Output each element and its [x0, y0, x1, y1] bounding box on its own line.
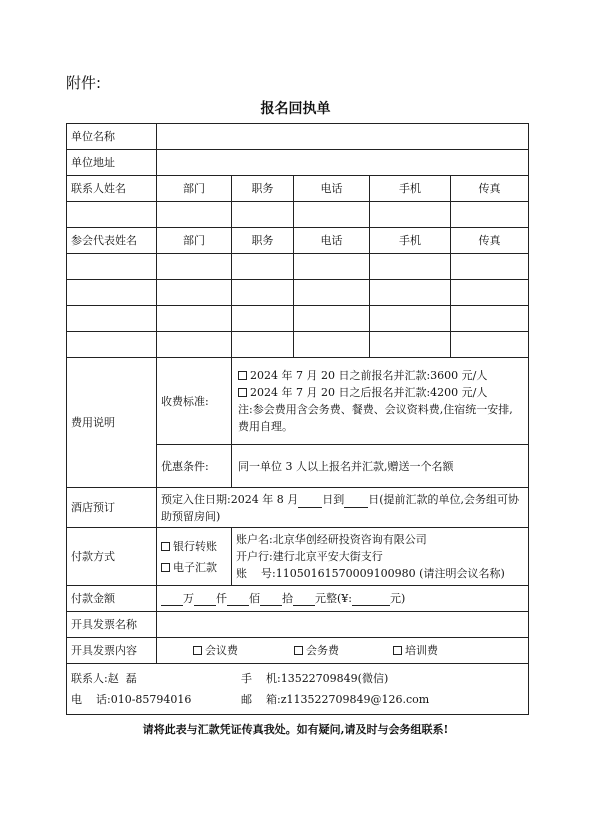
contact-fax-cell[interactable] [451, 202, 529, 228]
late-rate-text: 2024 年 7 月 20 日之后报名并汇款:4200 元/人 [250, 386, 488, 399]
delegate-cell[interactable] [370, 306, 451, 332]
contact-dept-cell[interactable] [157, 202, 232, 228]
delegate-cell[interactable] [157, 254, 232, 280]
delegate-cell[interactable] [294, 254, 370, 280]
meeting-fee-label: 会议费 [205, 644, 238, 657]
contact-position-cell[interactable] [232, 202, 294, 228]
contact-mobile: 手 机:13522709849(微信) [241, 672, 389, 685]
delegate-name-label: 参会代表姓名 [67, 228, 157, 254]
amount-bai-blank[interactable] [227, 592, 249, 606]
contact-name-label: 联系人姓名 [67, 176, 157, 202]
account-name: 账户名:北京华创经研投资咨询有限公司 [236, 533, 427, 546]
delegate-cell[interactable] [67, 332, 157, 358]
discount-label: 优惠条件: [157, 445, 232, 488]
check-out-day-blank[interactable] [344, 494, 368, 508]
early-rate-text: 2024 年 7 月 20 日之前报名并汇款:3600 元/人 [250, 369, 488, 382]
delegate-cell[interactable] [157, 306, 232, 332]
col-fax: 传真 [451, 228, 529, 254]
bank-transfer-label: 银行转账 [173, 539, 217, 553]
delegate-cell[interactable] [370, 332, 451, 358]
hotel-text-3: 日(提前汇款的单位,会务组可协助预留房间) [161, 492, 519, 523]
amount-wan-blank[interactable] [161, 592, 183, 606]
delegate-cell[interactable] [67, 280, 157, 306]
col-mobile: 手机 [370, 228, 451, 254]
hotel-label: 酒店预订 [67, 488, 157, 528]
invoice-content-label: 开具发票内容 [67, 638, 157, 664]
hotel-text-2: 日到 [322, 492, 345, 506]
delegate-cell[interactable] [294, 332, 370, 358]
account-number: 账 号:11050161570009100980 (请注明会议名称) [236, 567, 505, 580]
delegate-cell[interactable] [67, 254, 157, 280]
electronic-transfer-label: 电子汇款 [173, 560, 217, 574]
amount-qian-blank[interactable] [194, 592, 216, 606]
invoice-name-field[interactable] [157, 612, 529, 638]
delegate-cell[interactable] [370, 280, 451, 306]
amount-shi-blank[interactable] [260, 592, 282, 606]
delegate-cell[interactable] [232, 254, 294, 280]
contact-name-cell[interactable] [67, 202, 157, 228]
unit-name-label: 单位名称 [67, 124, 157, 150]
late-rate-checkbox[interactable] [238, 388, 247, 397]
fee-note: 注:参会费用含会务费、餐费、会议资料费,住宿统一安排,费用自理。 [238, 403, 513, 433]
contact-phone-cell[interactable] [294, 202, 370, 228]
delegate-cell[interactable] [294, 280, 370, 306]
delegate-cell[interactable] [232, 332, 294, 358]
invoice-name-label: 开具发票名称 [67, 612, 157, 638]
contact-person: 联系人:赵 磊 [71, 672, 137, 685]
delegate-entry-row [67, 254, 529, 280]
conference-fee-checkbox[interactable] [294, 646, 303, 655]
contact-mobile-cell[interactable] [370, 202, 451, 228]
delegate-cell[interactable] [451, 306, 529, 332]
col-department: 部门 [157, 176, 232, 202]
amount-bai-unit: 佰 [249, 592, 260, 605]
delegate-cell[interactable] [370, 254, 451, 280]
meeting-fee-checkbox[interactable] [193, 646, 202, 655]
electronic-transfer-checkbox[interactable] [161, 563, 170, 572]
col-phone: 电话 [294, 228, 370, 254]
col-position: 职务 [232, 176, 294, 202]
col-position: 职务 [232, 228, 294, 254]
footer-note: 请将此表与汇款凭证传真我处。如有疑问,请及时与会务组联系! [142, 723, 449, 736]
col-mobile: 手机 [370, 176, 451, 202]
contact-entry-row [67, 202, 529, 228]
amount-qian-unit: 仟 [216, 592, 227, 605]
fee-label: 费用说明 [67, 358, 157, 488]
amount-yuan-blank[interactable] [293, 592, 315, 606]
bank-name: 开户行:建行北京平安大街支行 [236, 550, 383, 563]
form-title: 报名回执单 [260, 101, 331, 117]
fee-standard-label: 收费标准: [157, 358, 232, 445]
contact-email: 邮 箱:z113522709849@126.com [241, 693, 430, 706]
bank-transfer-checkbox[interactable] [161, 542, 170, 551]
delegate-cell[interactable] [451, 332, 529, 358]
delegate-cell[interactable] [67, 306, 157, 332]
unit-address-field[interactable] [157, 150, 529, 176]
unit-address-label: 单位地址 [67, 150, 157, 176]
check-in-day-blank[interactable] [298, 494, 322, 508]
delegate-cell[interactable] [232, 280, 294, 306]
registration-form [66, 123, 529, 715]
amount-wan-unit: 万 [183, 592, 194, 605]
delegate-entry-row [67, 332, 529, 358]
discount-text: 同一单位 3 人以上报名并汇款,赠送一个名额 [232, 445, 529, 488]
delegate-cell[interactable] [157, 280, 232, 306]
col-phone: 电话 [294, 176, 370, 202]
training-fee-label: 培训费 [405, 644, 438, 657]
hotel-text-1: 预定入住日期:2024 年 8 月 [161, 492, 299, 506]
unit-name-field[interactable] [157, 124, 529, 150]
training-fee-checkbox[interactable] [393, 646, 402, 655]
delegate-cell[interactable] [294, 306, 370, 332]
attachment-label: 附件: [66, 74, 102, 92]
contact-phone: 电 话:010-85794016 [71, 693, 192, 706]
amount-shi-unit: 拾 [282, 592, 293, 605]
amount-yuan-unit: 元整(¥: [315, 592, 352, 605]
delegate-cell[interactable] [451, 254, 529, 280]
delegate-cell[interactable] [451, 280, 529, 306]
col-fax: 传真 [451, 176, 529, 202]
delegate-cell[interactable] [157, 332, 232, 358]
delegate-entry-row [67, 306, 529, 332]
conference-fee-label: 会务费 [306, 644, 339, 657]
amount-figure-blank[interactable] [352, 592, 390, 606]
amount-yuan-end: 元) [390, 592, 406, 605]
payment-label: 付款方式 [67, 528, 157, 586]
delegate-entry-row [67, 280, 529, 306]
early-rate-checkbox[interactable] [238, 371, 247, 380]
col-department: 部门 [157, 228, 232, 254]
amount-label: 付款金额 [67, 586, 157, 612]
delegate-cell[interactable] [232, 306, 294, 332]
